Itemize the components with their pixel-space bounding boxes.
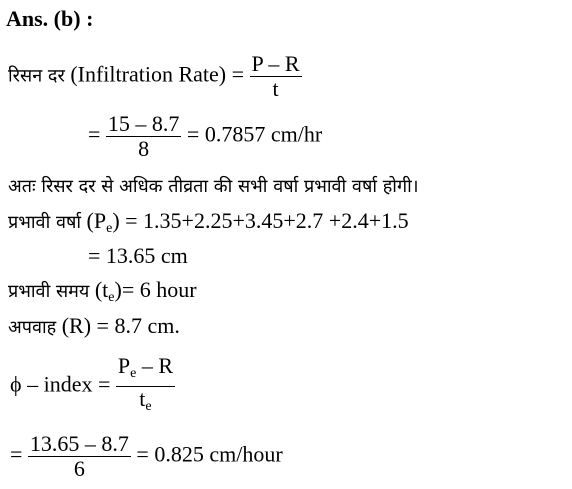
effective-time-line: प्रभावी समय $(t_e)= 6$ hour [8,277,197,305]
phi-index-calc-line [10,432,283,481]
infiltration-calc-denominator: 8 [138,136,150,161]
phi-index-result: = 0.825 cm/hour [136,441,283,467]
runoff-value: (R) = 8.7 cm. [61,313,180,338]
infiltration-label-english: (Infiltration Rate) = [70,61,245,87]
phi-index-line [10,354,175,419]
phi-index-calc-equals: = [10,441,23,467]
phi-index-den-symbol: t [139,386,146,411]
phi-index-label: ϕ – index = [10,371,111,397]
effective-rain-line: प्रभावी वर्षा $(P_e) = 1.35+2.25+3.45+2.7 +2.4+1.5$ [8,208,409,236]
phi-index-calc-denominator: 6 [73,456,85,481]
phi-index-formula-fraction [116,354,175,419]
infiltration-calc-numerator: 15 – 8.7 [107,111,180,136]
phi-index-num-sub: e [130,366,137,381]
effective-rain-label-hindi: प्रभावी वर्षा [8,212,82,233]
infiltration-calc-equals: = [88,121,101,147]
phi-index-calc-numerator: 13.65 – 8.7 [29,431,129,456]
answer-label: Ans. (b) : [6,6,94,31]
infiltration-rate-line [8,52,302,101]
effective-time-label-hindi: प्रभावी समय [8,281,90,302]
runoff-label-hindi: अपवाह [8,317,57,338]
effective-time-value: )= 6 hour [114,277,197,302]
phi-index-formula-numerator [116,354,175,387]
effective-rain-symbol: P [93,208,107,233]
infiltration-calc-line [88,112,322,161]
infiltration-result: = 0.7857 cm/hr [186,121,323,147]
infiltration-calc-fraction [106,112,182,161]
phi-index-den-sub: e [145,399,152,414]
infiltration-formula-numerator: P – R [251,51,300,76]
effective-time-symbol: t [102,277,109,302]
conclusion-text: अतः रिसर दर से अधिक तीव्रता की सभी वर्षा प्रभावी वर्षा होगी। [8,176,419,197]
infiltration-formula-denominator: t [272,76,279,101]
phi-index-num-symbol: P [117,353,131,378]
effective-time-symbol-sub: e [108,290,115,305]
effective-rain-total: = 13.65 cm [88,243,188,268]
infiltration-label-hindi: रिसन दर [8,65,65,87]
effective-rain-symbol-sub: e [106,221,113,236]
runoff-line [8,313,180,341]
phi-index-calc-fraction [28,432,131,481]
effective-rain-sum: ) = 1.35+2.25+3.45+2.7 +2.4+1.5 [112,208,409,233]
phi-index-formula-denominator [116,387,175,419]
phi-index-num-rest: – R [136,353,174,378]
infiltration-formula-fraction [250,52,302,101]
